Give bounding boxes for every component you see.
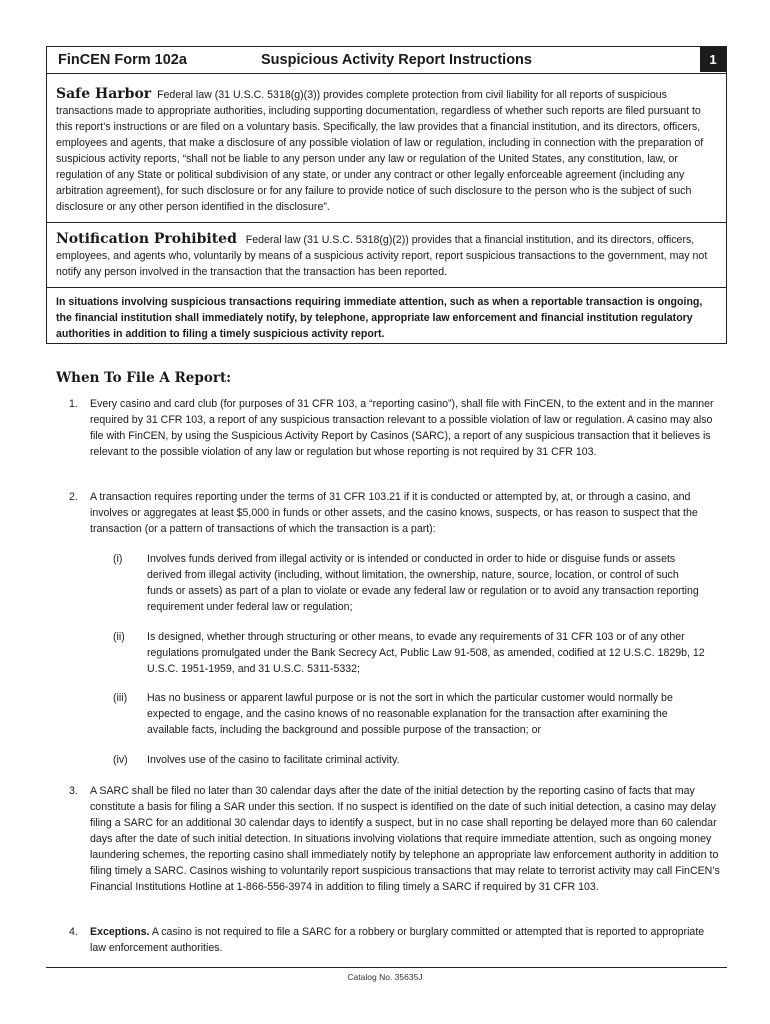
sub-item-text: Involves use of the casino to facilitate criminal activity.	[147, 754, 400, 766]
footer-divider	[46, 967, 727, 968]
item-number: 1.	[69, 398, 78, 410]
sub-item-number: (ii)	[113, 631, 125, 643]
divider	[47, 222, 726, 223]
item-number: 4.	[69, 926, 78, 938]
notification-heading: Notification Prohibited	[56, 231, 237, 247]
exceptions-label: Exceptions.	[90, 926, 150, 938]
divider	[47, 287, 726, 288]
sub-item-text: Has no business or apparent lawful purpose or is not the sort in which the particular customer would normally be expected to engage, and the casino knows of no reasonable explanation for the transaction after examining the available facts, including the background and possible purpose of the transaction; or	[147, 692, 673, 736]
exceptions-text: A casino is not required to file a SARC for a robbery or burglary committed or attempted that is reported to appropriate law enforcement authorities.	[90, 926, 705, 954]
sub-item-number: (i)	[113, 553, 123, 565]
safe-harbor-section	[56, 86, 720, 215]
safe-harbor-text: Federal law (31 U.S.C. 5318(g)(3)) provides complete protection from civil liability for all reports of suspicious transactions made to appropriate authorities, including supporting documentation, regardless of whether such reports are filed pursuant to this report’s instructions or are filed on a voluntary basis. Specifically, the law provides that a financial institution, and its directors, officers, employees and agents, that make a disclosure of any possible violation of law or regulation, including in connection with the preparation of suspicious activity reports, “shall not be liable to any person under any law or regulation of the United States, any constitution, law, or regulation of any State or political subdivision of any state, or under any contract or other legally enforceable agreement (including any arbitration agreement), for such disclosure or for any failure to provide notice of such disclosure to the person who is the subject of such disclosure or any other person identified in the disclosure”.	[56, 89, 704, 213]
sub-item-text: Involves funds derived from illegal activity or is intended or conducted in order to hide or disguise funds or assets derived from illegal activity (including, without limitation, the ownership, nature, source, location, or control of such funds or assets) as part of a plan to violate or evade any federal law or regulation or to avoid any transaction reporting requirement under federal law or regulation;	[147, 553, 699, 613]
sub-item-number: (iii)	[113, 692, 128, 704]
sub-item-text: Is designed, whether through structuring or other means, to evade any requirements of 31 CFR 103 or of any other regulations promulgated under the Bank Secrecy Act, Public Law 91-508, as amended, codified at 12 U.S.C. 1829b, 12 U.S.C. 1951-1959, and 31 U.S.C. 5311-5332;	[147, 631, 705, 675]
item-number: 3.	[69, 785, 78, 797]
sub-item-number: (iv)	[113, 754, 128, 766]
notice-box	[46, 46, 727, 344]
safe-harbor-heading: Safe Harbor	[56, 86, 152, 102]
notification-section	[56, 231, 720, 280]
urgent-notice: In situations involving suspicious transactions requiring immediate attention, such as when a reportable transaction is ongoing, the financial institution shall immediately notify, by telephone, appropriate law enforcement and financial institution regulatory authorities in addition to filing a timely suspicious activity report.	[56, 296, 703, 340]
item-number: 2.	[69, 491, 78, 503]
catalog-number: Catalog No. 35635J	[347, 972, 423, 982]
page-title: Suspicious Activity Report Instructions	[261, 52, 532, 68]
item-text: Every casino and card club (for purposes of 31 CFR 103, a “reporting casino”), shall file with FinCEN, to the extent and in the manner required by 31 CFR 103, a report of any suspicious transaction relevant to a possible violation of law or regulation. A casino may also file with FinCEN, by using the Suspicious Activity Report by Casinos (SARC), a report of any suspicious transaction that it believes is relevant to the possible violation of any law or regulation but whose reporting is not required by 31 CFR 103.	[90, 398, 714, 458]
item-text: A transaction requires reporting under the terms of 31 CFR 103.21 if it is conducted or attempted by, at, or through a casino, and involves or aggregates at least $5,000 in funds or other assets, and the casino knows, suspects, or has reason to suspect that the transaction (or a pattern of transactions of which the transaction is a part):	[90, 491, 698, 535]
notification-text: Federal law (31 U.S.C. 5318(g)(2)) provides that a financial institution, and its directors, officers, employees, and agents who, voluntarily by means of a suspicious activity report, report suspicious transactions to the government, may not notify any person involved in the transaction that the transaction has been reported.	[56, 234, 708, 278]
header-row	[47, 47, 726, 74]
form-title: FinCEN Form 102a	[58, 52, 187, 68]
item-text: A SARC shall be filed no later than 30 calendar days after the date of the initial detection by the reporting casino of facts that may constitute a basis for filing a SAR under this section. If no suspect is identified on the date of such initial detection, a casino may delay filing a SARC for an additional 30 calendar days to identify a suspect, but in no case shall reporting be delayed more than 60 calendar days after the date of such initial detection. In situations involving violations that require immediate attention, such as ongoing money laundering schemes, the reporting casino shall immediately notify by telephone an appropriate law enforcement authority in addition to filing timely a SARC. Casinos wishing to voluntarily report suspicious transactions that may relate to terrorist activity may call FinCEN’s Financial Institutions Hotline at 1-866-556-3974 in addition to filing timely a SARC if required by 31 CFR 103.	[90, 785, 720, 893]
when-to-file-heading: When To File A Report:	[56, 370, 232, 386]
page-number: 1	[700, 47, 726, 72]
item-text	[90, 924, 714, 956]
